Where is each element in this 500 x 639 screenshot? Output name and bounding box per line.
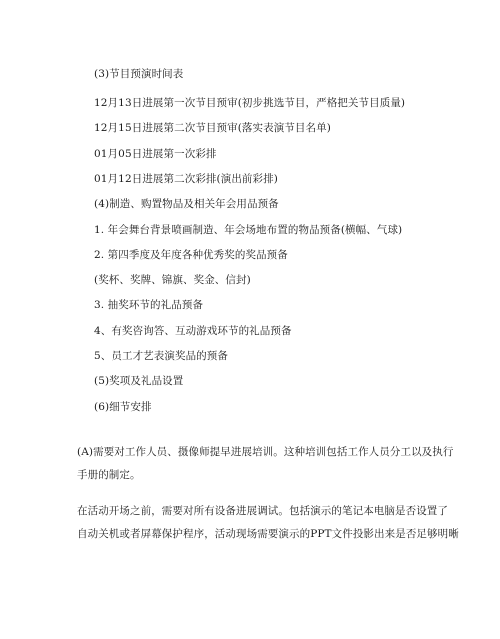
supplies-item-1: 1. 年会舞台背景喷画制造、年会场地布置的物品预备(横幅、气球) [94,224,403,236]
supplies-item-4: 4、有奖咨询答、互动游戏环节的礼品预备 [94,325,292,337]
supplies-item-2-detail: (奖杯、奖牌、锦旗、奖金、信封) [94,274,251,286]
section-heading-rehearsal-schedule: (3)节目预演时间表 [94,68,184,80]
schedule-item-second-review: 12月15日进展第二次节目预审(落实表演节目名单) [94,122,331,134]
schedule-item-second-rehearsal: 01月12日进展第二次彩排(演出前彩排) [94,173,278,185]
paragraph-training-line-2: 手册的制定。 [77,469,141,481]
section-heading-awards: (5)奖项及礼品设置 [94,375,184,387]
supplies-item-3: 3. 抽奖环节的礼品预备 [94,299,204,311]
supplies-item-2: 2. 第四季度及年度各种优秀奖的奖品预备 [94,249,288,261]
schedule-item-first-rehearsal: 01月05日进展第一次彩排 [94,148,217,160]
section-heading-details: (6)细节安排 [94,401,152,413]
section-heading-supplies: (4)制造、购置物品及相关年会用品预备 [94,198,279,210]
supplies-item-5: 5、员工才艺表演奖品的预备 [94,350,228,362]
paragraph-equipment-line-2: 自动关机或者屏幕保护程序，活动现场需要演示的PPT文件投影出来是否足够明晰 [77,528,459,540]
paragraph-equipment-line-1: 在活动开场之前，需要对所有设备进展调试。包括演示的笔记本电脑是否设置了 [77,505,448,517]
paragraph-training-line-1: (A)需要对工作人员、摄像师提早进展培训。这种培训包括工作人员分工以及执行 [77,446,454,458]
paragraph-equipment [77,500,459,546]
paragraph-training [77,441,454,487]
schedule-item-first-review: 12月13日进展第一次节目预审(初步挑选节目，严格把关节目质量) [94,97,406,109]
